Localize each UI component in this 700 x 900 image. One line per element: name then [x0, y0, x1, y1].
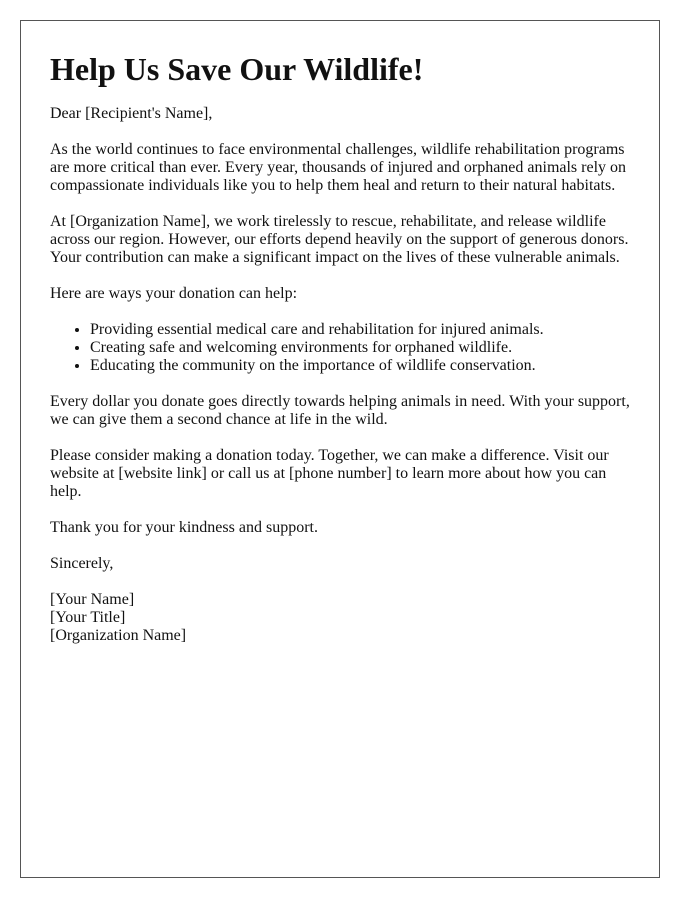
- paragraph-intro: As the world continues to face environmental challenges, wildlife rehabilitation programs are more critical than ever. Every year, thousands of injured and orphaned animals rely on compassionate individuals like you to help them heal and return to their natural habitats.: [50, 141, 627, 194]
- letter-title: Help Us Save Our Wildlife!: [50, 51, 424, 87]
- signature-name: [Your Name]: [50, 591, 135, 608]
- signature-organization: [Organization Name]: [50, 627, 187, 644]
- thanks-line: Thank you for your kindness and support.: [50, 519, 318, 536]
- paragraph-organization: At [Organization Name], we work tirelessly to rescue, rehabilitate, and release wildlife across our region. However, our efforts depend heavily on the support of generous donors. Your contribution can make a significant impact on the lives of these vulnerable animals.: [50, 213, 629, 266]
- paragraph-call-to-action: Please consider making a donation today. Together, we can make a difference. Visit our website at [website link] or call us at [phone number] to learn more about how you can help.: [50, 447, 609, 500]
- signature-title: [Your Title]: [50, 609, 126, 626]
- list-item: • Creating safe and welcoming environments for orphaned wildlife.: [90, 339, 630, 357]
- closing: Sincerely,: [50, 555, 114, 572]
- letter-page: [20, 20, 660, 878]
- salutation: Dear [Recipient's Name],: [50, 105, 213, 122]
- paragraph-impact: Every dollar you donate goes directly towards helping animals in need. With your support, we can give them a second chance at life in the wild.: [50, 393, 630, 428]
- list-intro: Here are ways your donation can help:: [50, 285, 298, 302]
- list-item: • Educating the community on the importance of wildlife conservation.: [90, 357, 630, 375]
- signature-block: [50, 591, 630, 645]
- donation-benefits-list: [50, 321, 630, 375]
- list-item: • Providing essential medical care and rehabilitation for injured animals.: [90, 321, 630, 339]
